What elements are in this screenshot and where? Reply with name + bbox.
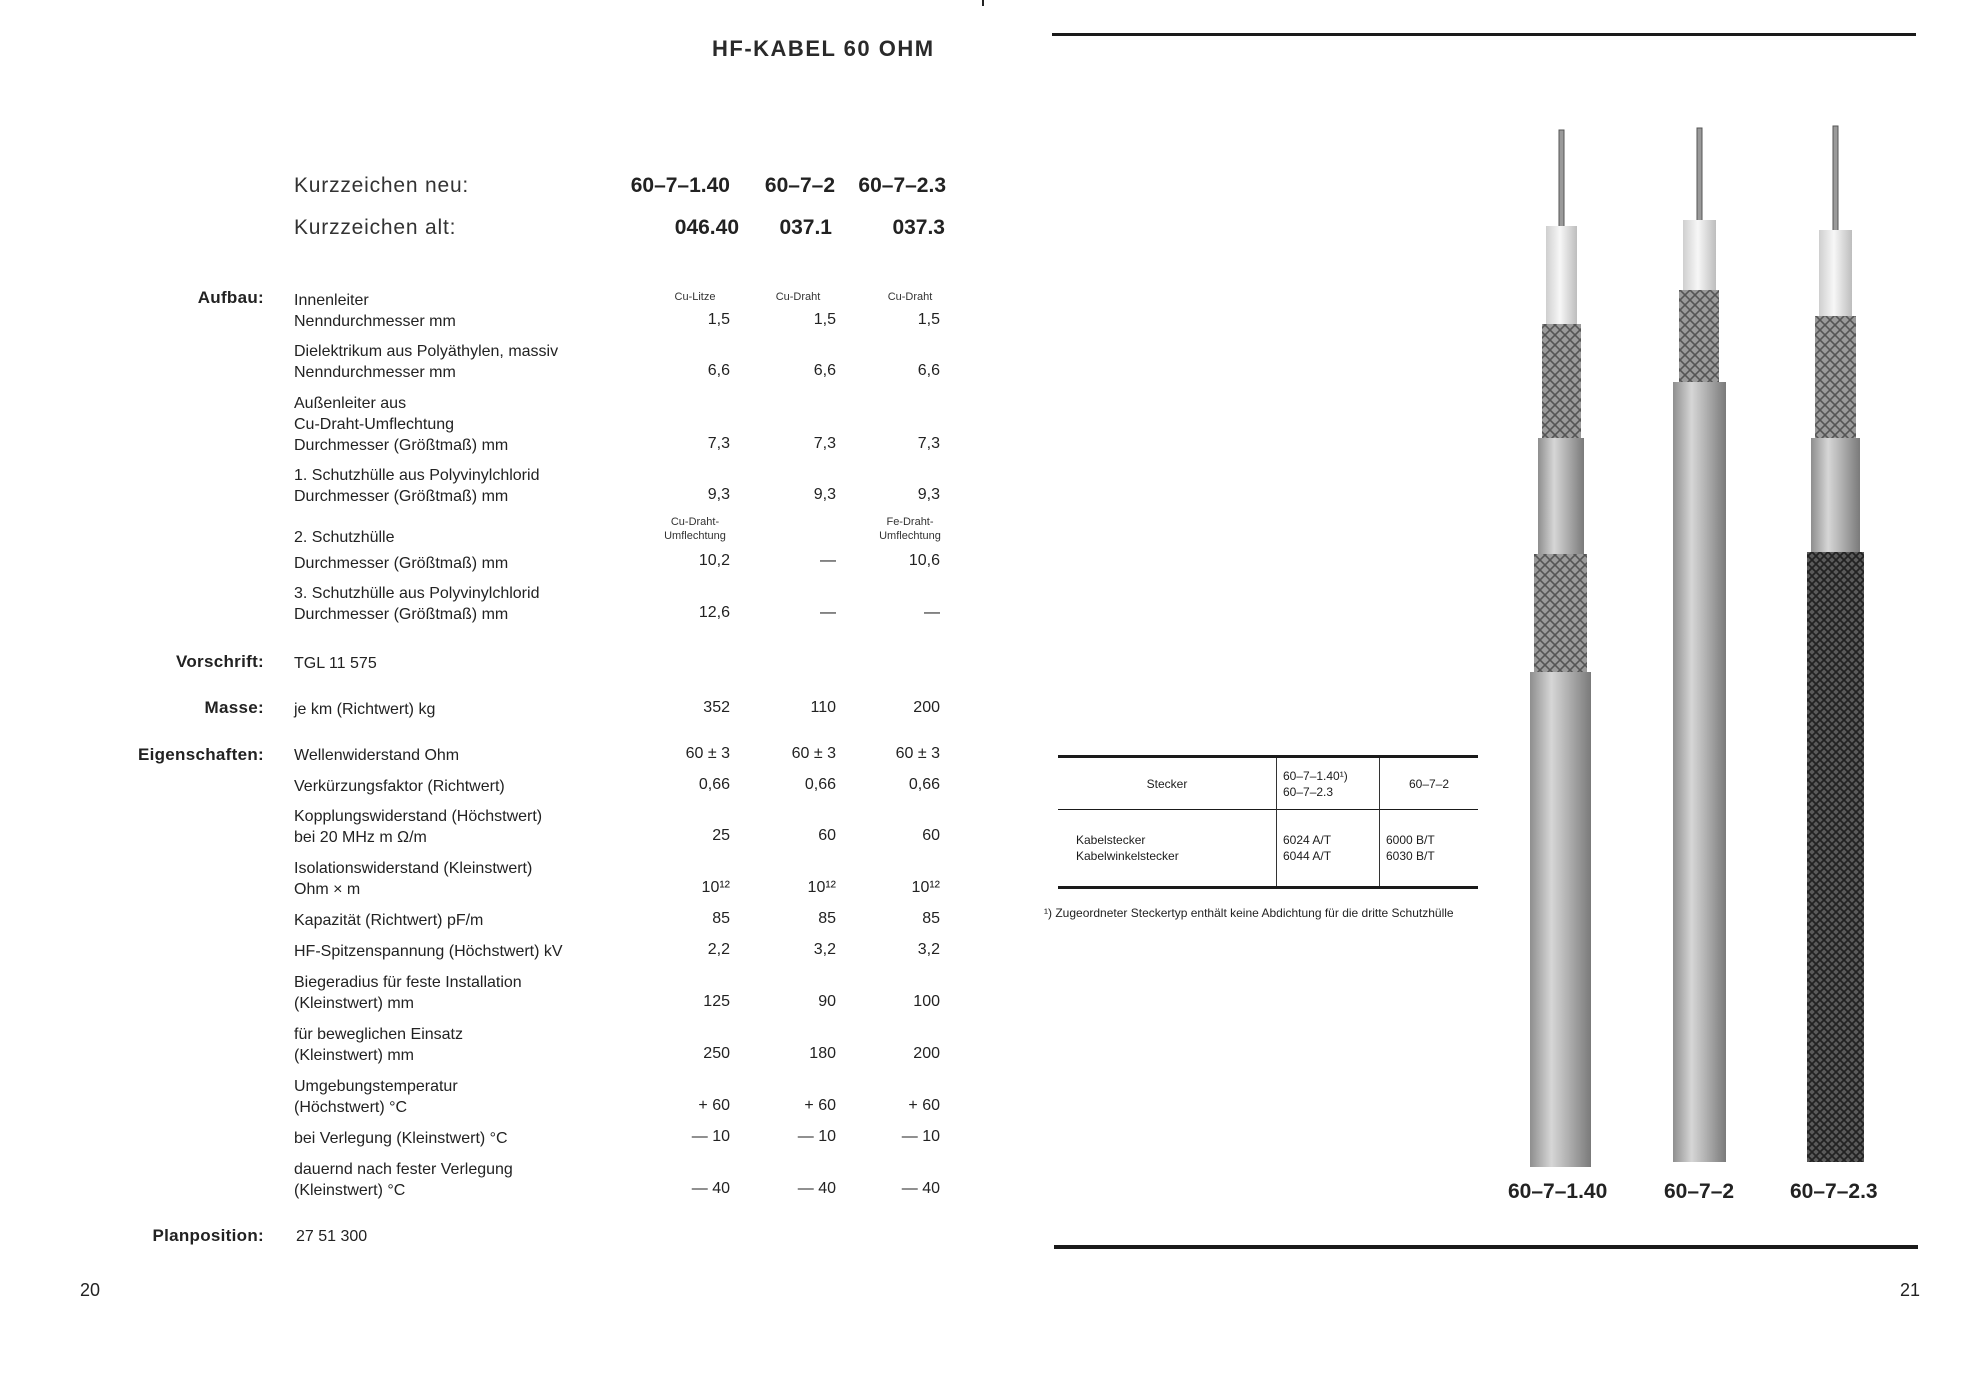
value-cell: 10,2 [698,552,730,569]
value-cell: 100 [913,993,940,1010]
value-cell: 0,66 [698,776,730,793]
connector-cell: 6000 B/T [1386,833,1435,847]
row-label-line: Isolationswiderstand (Kleinstwert) [294,860,533,877]
value-cell: 1,5 [707,311,730,328]
row-label-line: Außenleiter aus [294,395,407,412]
value-cell: 85 [922,910,940,927]
row-label-line: Durchmesser (Größtmaß) mm [294,488,509,505]
footnote-text: Zugeordneter Steckertyp enthält keine Abdichtung für die dritte Schutzhülle [1055,906,1454,920]
material-line: Cu-Draht- [670,516,720,528]
row-verkuerzungsfaktor: Verkürzungsfaktor (Richtwert) [294,778,505,795]
value-cell: — 10 [901,1128,940,1145]
row-aussenleiter [294,393,508,456]
value-cell: 60 ± 3 [895,745,940,762]
row-label-line: Innenleiter [294,292,369,309]
row-biegeradius-fest [294,972,522,1014]
value-cell: — [820,604,836,621]
row-label-line: Cu-Draht-Umflechtung [294,416,455,433]
value-cell: 12,6 [698,604,730,621]
value-cell: + 60 [698,1097,730,1114]
row-biegeradius-beweglich [294,1024,463,1066]
value-cell: 60 [818,827,836,844]
row-label-line: (Kleinstwert) mm [294,995,415,1012]
row-kopplungswiderstand [294,806,542,848]
kurzzeichen-neu-3: 60–7–2.3 [858,174,946,197]
value-cell: 180 [809,1045,836,1062]
connector-cell: 6044 A/T [1283,849,1332,863]
row-schutzhuelle-2-sublabel: Durchmesser (Größtmaß) mm [294,555,509,572]
page-title: HF-KABEL 60 OHM [712,36,935,61]
connector-header-stecker: Stecker [1058,758,1276,810]
material-cell [860,515,960,543]
kurzzeichen-alt-label: Kurzzeichen alt: [294,216,457,239]
material-line: Fe-Draht- [886,516,934,528]
value-cell: — 10 [797,1128,836,1145]
value-cell: 0,66 [908,776,940,793]
value-cell: + 60 [804,1097,836,1114]
value-cell: 7,3 [813,435,836,452]
row-schutzhuelle-3 [294,583,539,625]
section-aufbau: Aufbau: [197,288,264,307]
value-cell: 10¹² [807,879,836,896]
value-cell: 9,3 [917,486,940,503]
row-label-line: Kopplungswiderstand (Höchstwert) [294,808,543,825]
cable-60-7-1-40 [1530,130,1591,1167]
row-label-line: Durchmesser (Größtmaß) mm [294,606,509,623]
value-cell: 125 [703,993,730,1010]
connector-col2-values [1379,810,1478,886]
row-dauernd [294,1159,513,1201]
value-cell: 3,2 [813,941,836,958]
value-cell: 1,5 [917,311,940,328]
material-cell: Cu-Draht [775,291,821,303]
material-cell [645,515,745,543]
kurzzeichen-neu-2: 60–7–2 [764,174,835,197]
row-label-line: bei 20 MHz m Ω/m [294,829,427,846]
row-label-line: dauernd nach fester Verlegung [294,1161,513,1178]
value-cell: 200 [913,699,940,716]
value-cell: 85 [712,910,730,927]
cable-label-1: 60–7–1.40 [1508,1180,1608,1203]
connector-row-label: Kabelwinkelstecker [1076,849,1179,863]
kurzzeichen-alt-1: 046.40 [674,216,739,239]
planposition-value: 27 51 300 [296,1228,368,1245]
value-cell: — 40 [797,1180,836,1197]
row-label-line: Durchmesser (Größtmaß) mm [294,437,509,454]
value-cell: 3,2 [917,941,940,958]
section-masse: Masse: [204,698,264,717]
cable-60-7-2 [1673,128,1726,1162]
value-cell: 1,5 [813,311,836,328]
value-cell: 25 [712,827,730,844]
row-label-line: (Kleinstwert) °C [294,1182,406,1199]
kurzzeichen-alt-2: 037.1 [779,216,832,239]
value-cell: — 40 [901,1180,940,1197]
connector-col1-values [1276,810,1379,886]
material-cell: Cu-Draht [887,291,933,303]
row-label-line: (Höchstwert) °C [294,1099,408,1116]
row-label-line: 1. Schutzhülle aus Polyvinylchlorid [294,467,540,484]
page-number-right: 21 [1900,1280,1921,1300]
row-dielektrikum [294,341,558,383]
value-cell: 250 [703,1045,730,1062]
value-cell: 90 [818,993,836,1010]
value-cell: 10,6 [908,552,940,569]
row-verlegung: bei Verlegung (Kleinstwert) °C [294,1130,508,1147]
value-cell: 0,66 [804,776,836,793]
row-schutzhuelle-1 [294,465,539,507]
row-label-line: Dielektrikum aus Polyäthylen, massiv [294,343,559,360]
row-label-line: Nenndurchmesser mm [294,364,456,381]
cable-photo [1500,120,1920,1180]
value-cell: 7,3 [917,435,940,452]
cable-label-3: 60–7–2.3 [1790,1180,1878,1203]
vorschrift-value: TGL 11 575 [294,655,377,672]
footnote [1044,905,1484,921]
row-label-line: Biegeradius für feste Installation [294,974,522,991]
value-cell: 6,6 [707,362,730,379]
connector-cell: 6030 B/T [1386,849,1435,863]
connector-header-col2: 60–7–2 [1379,758,1478,810]
connector-row-labels [1058,810,1276,886]
connector-header-line: 60–7–2.3 [1283,784,1334,799]
row-innenleiter [294,290,456,332]
row-schutzhuelle-2-label: 2. Schutzhülle [294,529,395,546]
connector-header-line: 60–7–1.40¹) [1283,768,1348,783]
masse-label: je km (Richtwert) kg [294,701,436,718]
row-wellenwiderstand: Wellenwiderstand Ohm [294,747,460,764]
kurzzeichen-alt-3: 037.3 [892,216,945,239]
row-label-line: für beweglichen Einsatz [294,1026,463,1043]
row-label-line: Umgebungstemperatur [294,1078,458,1095]
bottom-rule [1054,1245,1918,1249]
section-vorschrift: Vorschrift: [176,652,264,671]
connector-table [1058,755,1478,889]
value-cell: 6,6 [917,362,940,379]
cable-label-2: 60–7–2 [1664,1180,1735,1203]
value-cell: 9,3 [813,486,836,503]
value-cell: 60 ± 3 [791,745,836,762]
page-number-left: 20 [80,1280,101,1300]
value-cell: 9,3 [707,486,730,503]
row-label-line: 3. Schutzhülle aus Polyvinylchlorid [294,585,540,602]
value-cell: 10¹² [701,879,730,896]
row-umgebungstemperatur [294,1076,458,1118]
cable-60-7-2-3 [1807,126,1864,1162]
connector-cell: 6024 A/T [1283,833,1332,847]
kurzzeichen-neu-label: Kurzzeichen neu: [294,174,470,197]
value-cell: 6,6 [813,362,836,379]
row-hf-spitzenspannung: HF-Spitzenspannung (Höchstwert) kV [294,943,563,960]
material-line: Umflechtung [879,530,941,542]
row-label-line: Nenndurchmesser mm [294,313,456,330]
value-cell: 60 ± 3 [685,745,730,762]
row-isolationswiderstand [294,858,532,900]
value-cell: 2,2 [707,941,730,958]
value-cell: 85 [818,910,836,927]
value-cell: — [924,604,940,621]
value-cell: 110 [810,699,836,716]
footnote-mark: ¹) [1044,906,1052,920]
value-cell: 200 [913,1045,940,1062]
connector-row-label: Kabelstecker [1076,833,1146,847]
value-cell: 352 [703,699,730,716]
row-label-line: (Kleinstwert) mm [294,1047,415,1064]
kurzzeichen-neu-1: 60–7–1.40 [630,174,730,197]
material-cell: Cu-Litze [674,291,716,303]
section-planposition: Planposition: [152,1226,264,1245]
row-label-line: Ohm × m [294,881,361,898]
material-line: Umflechtung [664,530,726,542]
connector-header-col1 [1276,758,1379,810]
value-cell: — [820,552,836,569]
value-cell: 10¹² [911,879,940,896]
row-kapazitaet: Kapazität (Richtwert) pF/m [294,912,484,929]
section-eigenschaften: Eigenschaften: [137,745,264,764]
value-cell: 60 [922,827,940,844]
value-cell: — 40 [691,1180,730,1197]
top-rule [1052,33,1916,36]
value-cell: — 10 [691,1128,730,1145]
header-tick-mark [982,0,984,6]
value-cell: + 60 [908,1097,940,1114]
value-cell: 7,3 [707,435,730,452]
